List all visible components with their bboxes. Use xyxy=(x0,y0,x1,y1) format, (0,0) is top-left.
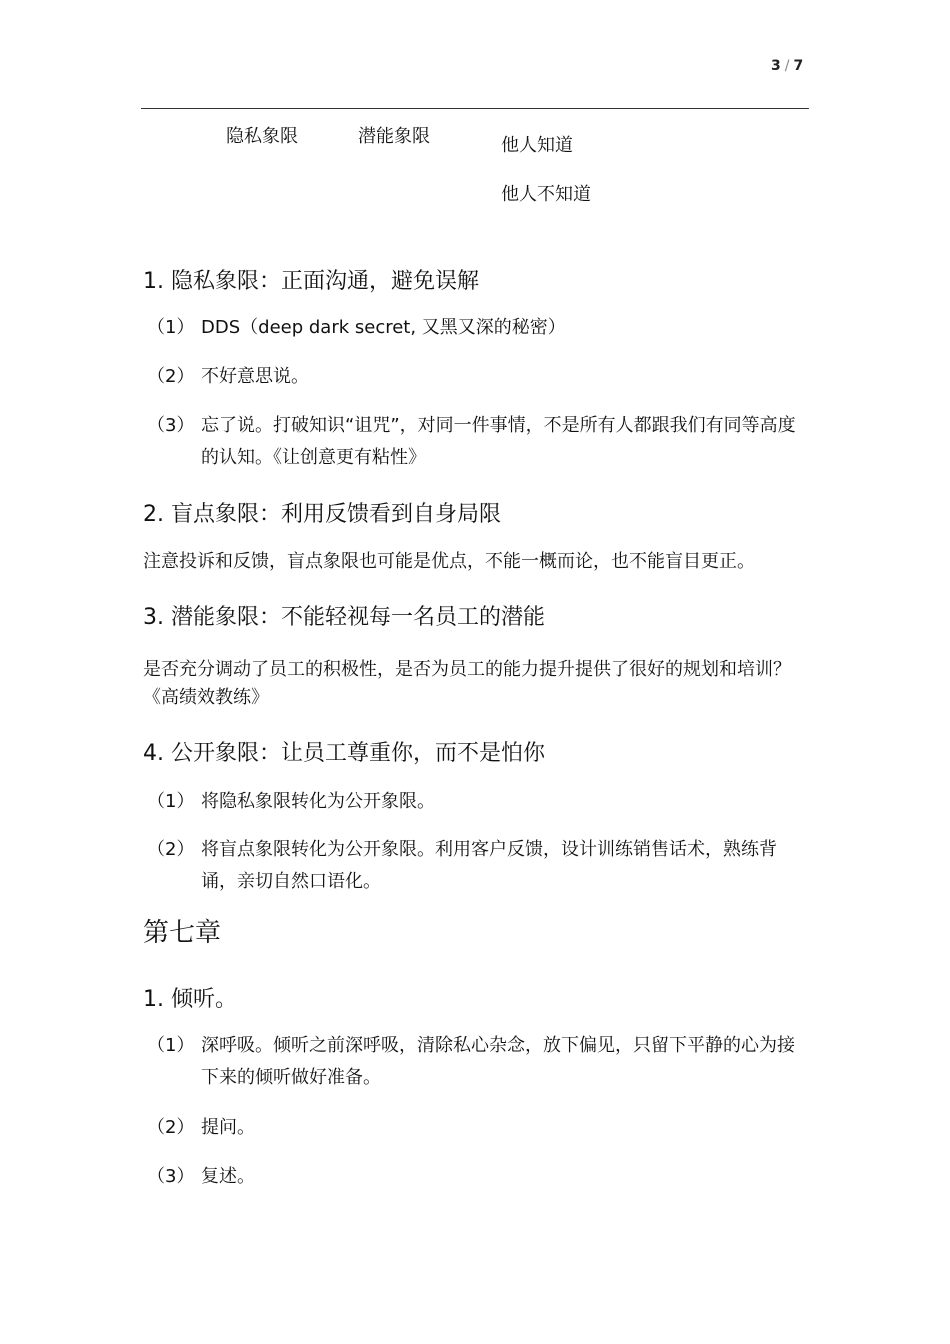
section-heading-potential: 3. 潜能象限：不能轻视每一名员工的潜能 xyxy=(143,605,545,630)
section-heading-private: 1. 隐私象限：正面沟通，避免误解 xyxy=(143,269,479,294)
list-item-text: 深呼吸。倾听之前深呼吸，清除私心杂念，放下偏见，只留下平静的心为接下来的倾听做好准备。 xyxy=(201,1035,795,1088)
list-item-number: （2） xyxy=(147,839,195,860)
section-heading-listening: 1. 倾听。 xyxy=(143,987,237,1012)
list-item-text: 将盲点象限转化为公开象限。利用客户反馈，设计训练销售话术，熟练背诵，亲切自然口语化。 xyxy=(201,839,777,892)
list-item-text: 不好意思说。 xyxy=(201,366,309,387)
chapter-title: 第七章 xyxy=(143,918,222,948)
page-current: 3 xyxy=(771,58,781,74)
list-item-number: （3） xyxy=(147,1166,195,1187)
matrix-col-private: 隐私象限 xyxy=(226,126,298,147)
list-item-text: 提问。 xyxy=(201,1117,255,1138)
list-item-text: 将隐私象限转化为公开象限。 xyxy=(201,791,435,812)
list-item-number: （2） xyxy=(147,366,195,387)
section-paragraph: 是否充分调动了员工的积极性，是否为员工的能力提升提供了很好的规划和培训？《高绩效教练》 xyxy=(143,659,791,708)
section-heading-blind: 2. 盲点象限：利用反馈看到自身局限 xyxy=(143,502,501,527)
section-paragraph: 注意投诉和反馈，盲点象限也可能是优点，不能一概而论，也不能盲目更正。 xyxy=(143,551,755,572)
list-item-text: 忘了说。打破知识“诅咒”，对同一件事情，不是所有人都跟我们有同等高度的认知。《让创意更有粘性》 xyxy=(201,415,796,468)
header-rule xyxy=(141,108,809,109)
list-item-number: （1） xyxy=(147,791,195,812)
matrix-col-potential: 潜能象限 xyxy=(358,126,430,147)
list-item-number: （1） xyxy=(147,1035,195,1056)
page-number xyxy=(771,58,803,74)
list-item-number: （3） xyxy=(147,415,195,436)
page-total: 7 xyxy=(793,58,804,74)
list-item-text: DDS（deep dark secret, 又黑又深的秘密） xyxy=(201,317,566,338)
page-separator: / xyxy=(784,58,790,74)
matrix-row-known: 他人知道 xyxy=(501,135,573,156)
list-item-text: 复述。 xyxy=(201,1166,255,1187)
matrix-row-unknown: 他人不知道 xyxy=(501,184,591,205)
list-item-number: （1） xyxy=(147,317,195,338)
list-item-number: （2） xyxy=(147,1117,195,1138)
section-heading-open: 4. 公开象限：让员工尊重你，而不是怕你 xyxy=(143,741,545,766)
